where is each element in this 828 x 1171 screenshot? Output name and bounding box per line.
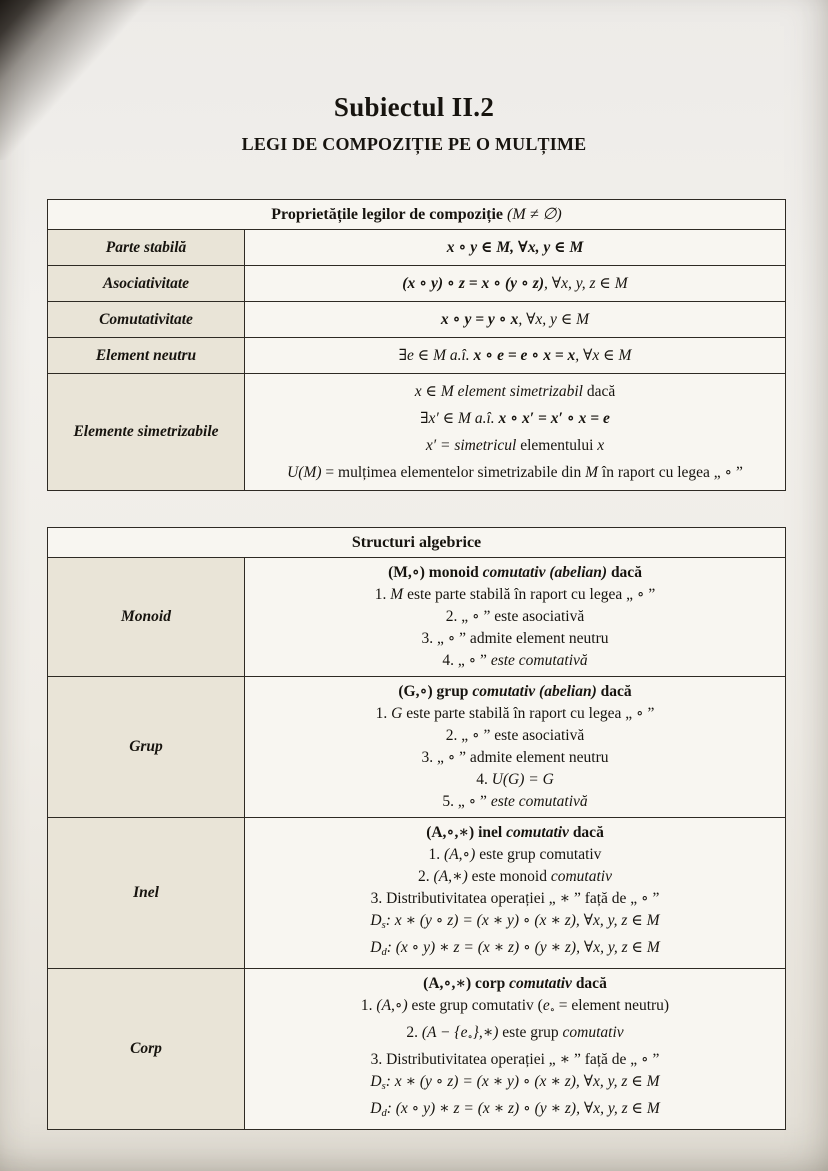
row-label: Inel — [48, 818, 245, 968]
text-segment: G — [391, 705, 403, 722]
text-segment: dacă — [571, 974, 607, 992]
text-segment: s — [381, 1080, 386, 1092]
text-segment: (M,∘) monoid — [388, 564, 483, 581]
table-row — [48, 266, 785, 302]
row-label: Corp — [48, 969, 245, 1129]
text-segment: x ∘ x′ = x′ ∘ x = e — [498, 410, 610, 427]
content-line — [255, 234, 775, 261]
table-body — [48, 230, 785, 490]
text-segment: 2. „ ∘ ” este asociativă — [445, 727, 585, 744]
text-segment: D — [370, 1099, 382, 1117]
text-segment: , ∀x, y, z ∈ M — [544, 275, 628, 292]
content-line — [255, 725, 775, 747]
row-label: Parte stabilă — [48, 230, 245, 265]
text-segment: este comutativă — [490, 793, 588, 810]
content-line — [255, 1098, 775, 1125]
text-segment: 1. — [374, 586, 391, 603]
text-segment: x′ = simetricul — [425, 437, 521, 454]
content-line — [255, 769, 775, 791]
text-segment: d — [381, 1107, 387, 1119]
table-row — [48, 230, 785, 266]
content-line — [255, 562, 775, 584]
content-line — [255, 973, 775, 995]
content-line — [255, 628, 775, 650]
text-segment: este grup — [498, 1023, 563, 1041]
text-segment: U(M) — [287, 464, 322, 481]
text-segment: în raport cu legea „ ∘ ” — [598, 464, 743, 481]
text-segment: este grup comutativ — [475, 846, 602, 863]
content-line — [255, 1022, 775, 1049]
content-line — [255, 1071, 775, 1098]
text-segment: x ∘ e = e ∘ x = x — [473, 347, 576, 364]
text-segment: , ∀x ∈ M — [575, 347, 632, 364]
text-segment: M — [585, 464, 599, 481]
text-segment: : (x ∘ y) ∗ z = (x ∗ z) ∘ (y ∗ z), ∀x, y, z ∈ M — [386, 1099, 660, 1117]
content-line — [255, 270, 775, 297]
row-content — [245, 266, 785, 301]
text-segment: este grup comutativ ( — [407, 996, 543, 1014]
text-segment: : x ∗ (y ∘ z) = (x ∗ y) ∘ (x ∗ z), ∀x, y, z ∈ M — [385, 912, 660, 929]
table-structuri-algebrice — [47, 527, 786, 1130]
text-segment: 4. — [476, 771, 492, 788]
content-line — [255, 584, 775, 606]
row-content — [245, 677, 785, 817]
text-segment: 1. — [360, 996, 377, 1014]
text-segment: ∃x′ ∈ M a.î. — [420, 410, 499, 427]
content-line — [255, 681, 775, 703]
content-line — [255, 888, 775, 910]
text-segment: (A − {e — [421, 1023, 468, 1041]
table-header — [48, 200, 785, 230]
text-segment: (x ∘ y) ∘ z = x ∘ (y ∘ z) — [402, 275, 544, 292]
row-label: Elemente simetrizabile — [48, 374, 245, 490]
text-segment: 3. „ ∘ ” admite element neutru — [421, 630, 609, 647]
table-row — [48, 969, 785, 1129]
text-segment: comutativ — [550, 868, 612, 885]
text-segment: Structuri algebrice — [351, 534, 482, 551]
text-segment: (A,∘) — [444, 846, 476, 863]
text-segment: este monoid — [467, 868, 551, 885]
text-segment: },∗) — [472, 1023, 499, 1041]
table-row — [48, 677, 785, 818]
text-segment: dacă — [568, 824, 604, 841]
table-row — [48, 302, 785, 338]
text-segment: 2. — [406, 1023, 422, 1041]
row-content — [245, 558, 785, 676]
text-segment: 1. — [375, 705, 392, 722]
text-segment: 4. „ ∘ ” — [442, 652, 491, 669]
text-segment: comutativ (abelian) — [472, 683, 597, 700]
text-segment: x ∘ y = y ∘ x — [440, 311, 519, 328]
content-line — [255, 822, 775, 844]
page-title: Subiectul II.2 — [333, 92, 495, 122]
text-segment: 3. „ ∘ ” admite element neutru — [421, 749, 609, 766]
text-segment: este parte stabilă în raport cu legea „ ∘ ” — [402, 705, 655, 722]
row-label: Monoid — [48, 558, 245, 676]
text-segment: s — [381, 919, 386, 931]
text-segment: : (x ∘ y) ∗ z = (x ∗ z) ∘ (y ∗ z), ∀x, y, z ∈ M — [386, 938, 660, 956]
text-segment: comutativ — [562, 1023, 624, 1041]
row-content — [245, 374, 785, 490]
text-segment: elementului — [520, 437, 598, 454]
table-proprietati — [47, 199, 786, 491]
content-line — [255, 405, 775, 432]
text-segment: comutativ — [506, 824, 569, 841]
text-segment: dacă — [607, 564, 642, 581]
text-segment: dacă — [586, 383, 616, 400]
row-label: Asociativitate — [48, 266, 245, 301]
row-label: Comutativitate — [48, 302, 245, 337]
text-segment: 5. „ ∘ ” — [442, 793, 491, 810]
text-segment: (M ≠ ∅) — [507, 206, 562, 223]
text-segment: (A,∗) — [433, 868, 468, 885]
table-row — [48, 818, 785, 969]
row-content — [245, 969, 785, 1129]
text-segment: 3. Distributivitatea operației „ ∗ ” față de „ ∘ ” — [370, 890, 660, 907]
text-segment: Proprietățile legilor de compoziție — [271, 206, 508, 223]
text-segment: ∘ — [467, 1031, 473, 1043]
table-row — [48, 338, 785, 374]
row-label: Grup — [48, 677, 245, 817]
text-segment: x ∘ y ∈ M, ∀x, y ∈ M — [446, 239, 584, 256]
text-segment: M — [390, 586, 404, 603]
text-segment: x — [597, 437, 605, 454]
text-segment: (G,∘) grup — [398, 683, 473, 700]
row-content — [245, 338, 785, 373]
content-line — [255, 432, 775, 459]
text-segment: e — [542, 996, 550, 1014]
content-line — [255, 866, 775, 888]
text-segment: x ∈ M element simetrizabil — [414, 383, 587, 400]
table-row — [48, 374, 785, 490]
content-line — [255, 459, 775, 486]
table-row — [48, 558, 785, 677]
content-line — [255, 791, 775, 813]
content-line — [255, 650, 775, 672]
text-segment: ∃e ∈ M a.î. — [398, 347, 474, 364]
text-segment: , ∀x, y ∈ M — [518, 311, 590, 328]
content-line — [255, 995, 775, 1022]
row-label: Element neutru — [48, 338, 245, 373]
content-line — [255, 747, 775, 769]
text-segment: D — [370, 938, 382, 956]
content-line — [255, 606, 775, 628]
text-segment: (A,∘,∗) corp — [423, 974, 510, 992]
text-segment: (A,∘) — [376, 996, 408, 1014]
text-segment: : x ∗ (y ∘ z) = (x ∗ y) ∘ (x ∗ z), ∀x, y, z ∈ M — [385, 1072, 660, 1090]
content-line — [255, 306, 775, 333]
text-segment: comutativ — [509, 974, 572, 992]
row-content — [245, 302, 785, 337]
text-segment: (A,∘,∗) inel — [426, 824, 507, 841]
text-segment: D — [370, 912, 382, 929]
content-line — [255, 937, 775, 964]
table-header — [48, 528, 785, 558]
text-segment: U(G) = G — [491, 771, 554, 788]
text-segment: 2. — [418, 868, 434, 885]
content-line — [255, 1049, 775, 1071]
content-line — [255, 844, 775, 866]
content-line — [255, 703, 775, 725]
text-segment: = element neutru) — [554, 996, 670, 1014]
row-content — [245, 818, 785, 968]
text-segment: comutativ (abelian) — [482, 564, 608, 581]
content-line — [255, 342, 775, 369]
text-segment: d — [381, 946, 387, 958]
text-segment: 3. Distributivitatea operației „ ∗ ” față de „ ∘ ” — [370, 1050, 660, 1068]
text-segment: D — [370, 1072, 382, 1090]
content-line — [255, 910, 775, 937]
text-segment: ∘ — [549, 1004, 555, 1016]
text-segment: este comutativă — [490, 652, 588, 669]
row-content — [245, 230, 785, 265]
text-segment: 1. — [428, 846, 445, 863]
content-line — [255, 378, 775, 405]
text-segment: este parte stabilă în raport cu legea „ ∘ ” — [403, 586, 656, 603]
text-segment: dacă — [596, 683, 632, 700]
page-subtitle: LEGI DE COMPOZIȚIE PE O MULȚIME — [241, 134, 587, 154]
text-segment: = mulțimea elementelor simetrizabile din — [321, 464, 586, 481]
table-body — [48, 558, 785, 1129]
text-segment: 2. „ ∘ ” este asociativă — [445, 608, 585, 625]
